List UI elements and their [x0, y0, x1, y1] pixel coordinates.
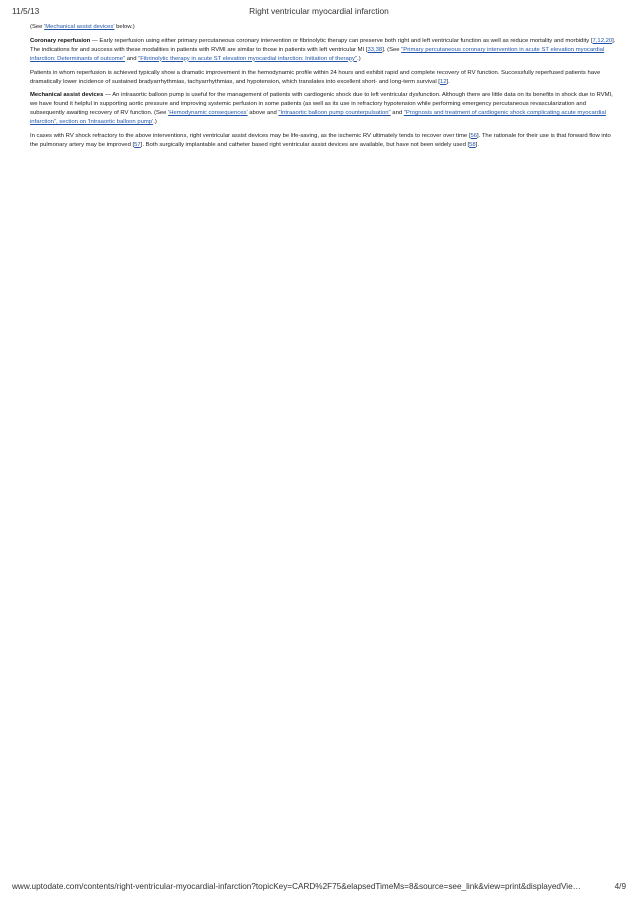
- ref-link[interactable]: 12: [439, 78, 447, 85]
- page-number: 4/9: [614, 882, 626, 891]
- link-hemodynamic[interactable]: 'Hemodynamic consequences': [168, 110, 248, 117]
- print-footer: [0, 882, 638, 894]
- print-date: 11/5/13: [12, 6, 40, 16]
- print-url[interactable]: www.uptodate.com/contents/right-ventricular-myocardial-infarction?topicKey=CARD%2F75&elapsedTimeMs=8&source=see_link&view=print&displayedVie…: [12, 882, 581, 891]
- section-heading-mechanical: Mechanical assist devices: [30, 92, 104, 99]
- ref-link[interactable]: 58: [469, 141, 476, 148]
- patients-reperfusion-paragraph: Patients in whom reperfusion is achieved typically show a dramatic improvement in the hemodynamic profile within 24 hours and exhibit rapid and complete recovery of RV function. Successfully reperfused patients have dramatically lower incidence of sustained bradyarrhythmias, tachyarrhythmias, and hypotension, which translates into excellent short- and long-term survival [12].: [30, 69, 601, 85]
- ref-link[interactable]: 33,38: [367, 46, 383, 53]
- article-content: [30, 23, 618, 155]
- link-fibrinolytic[interactable]: "Fibrinolytic therapy in acute ST elevation myocardial infarction: Initiation of therapy": [138, 55, 358, 62]
- link-primary-pci[interactable]: "Primary percutaneous coronary intervention in acute ST elevation myocardial infarction: Determinants of outcome": [30, 46, 605, 62]
- intro-see-paragraph: (See 'Mechanical assist devices' below.): [30, 24, 135, 30]
- coronary-reperfusion-paragraph: Coronary reperfusion — Early reperfusion using either primary percutaneous coronary intervention or fibrinolytic therapy can preserve both right and left ventricular function as well as reduce mortality and morbidity [7,12,20]. The indications for and success with these modalities in patients with RVMI are similar to those in patients with left ventricular MI [33,38]. (See "Primary percutaneous coronary intervention in acute ST elevation myocardial infarction: Determinants of outcome" and "Fibrinolytic therapy in acute ST elevation myocardial infarction: Initiation of therapy".): [30, 37, 616, 62]
- print-title: Right ventricular myocardial infarction: [249, 6, 389, 16]
- ref-link[interactable]: 7,12,20: [592, 37, 613, 44]
- ref-link[interactable]: 57: [134, 141, 141, 148]
- link-cardiogenic-shock[interactable]: "Prognosis and treatment of cardiogenic shock complicating acute myocardial infarction", section on 'Intraaortic balloon pump': [30, 110, 606, 126]
- print-header: [0, 6, 638, 20]
- section-heading-coronary: Coronary reperfusion: [30, 37, 91, 44]
- ref-link[interactable]: 56: [470, 133, 478, 140]
- mechanical-assist-paragraph: Mechanical assist devices — An intraaortic balloon pump is useful for the management of patients with cardiogenic shock due to left ventricular dysfunction. Although there are little data on its benefits in shock due to RVMI, we have found it helpful in supporting aortic pressure and improving systemic perfusion in some patients (as well as its use in refractory hypotension while performing emergency percutaneous revascularization and subsequently awaiting recovery of RV function. (See 'Hemodynamic consequences' above and "Intraaortic balloon pump counterpulsation" and "Prognosis and treatment of cardiogenic shock complicating acute myocardial infarction", section on 'Intraaortic balloon pump'.): [30, 92, 613, 126]
- link-iabp[interactable]: "Intraaortic balloon pump counterpulsation": [278, 110, 391, 117]
- link-mechanical-assist[interactable]: 'Mechanical assist devices': [44, 24, 115, 30]
- refractory-shock-paragraph: In cases with RV shock refractory to the above interventions, right ventricular assist devices may be life-saving, as the ischemic RV ultimately tends to recover over time [56]. The rationale for their use is that forward flow into the pulmonary artery may be improved [57]. Both surgically implantable and catheter based right ventricular assist devices are available, but have not been widely used [58].: [30, 133, 611, 148]
